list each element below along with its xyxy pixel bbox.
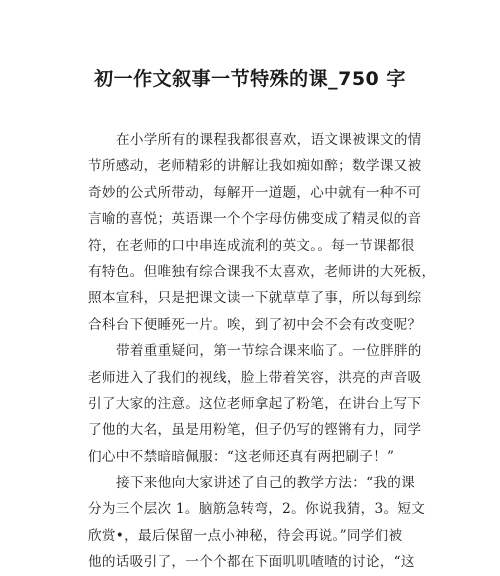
paragraph-line: 照本宣科，只是把课文读一下就草草了事，所以每到综 — [88, 290, 422, 307]
paragraph-line: 老师进入了我们的视线，脸上带着笑容，洪亮的声音吸 — [88, 369, 422, 386]
paragraph-line: 言喻的喜悦；英语课一个个字母仿佛变成了精灵似的音 — [88, 211, 422, 228]
paragraph-line: 在小学所有的课程我都很喜欢，语文课被课文的情 — [116, 132, 422, 148]
paragraph-line: 符，在老师的口中串连成流利的英文。。每一节课都很 — [88, 237, 415, 254]
paragraph-line: 了他的大名，虽是用粉笔，但子仍写的铿锵有力，同学 — [88, 422, 422, 439]
paragraph-line: 节所感动，老师精彩的讲解让我如痴如醉；数学课又被 — [88, 158, 422, 175]
paragraph-line: 们心中不禁暗暗佩服：“这老师还真有两把刷子！” — [88, 448, 395, 465]
paragraph-line: 带着重重疑问，第一节综合课来临了。一位胖胖的 — [116, 343, 422, 360]
paragraph-line: 分为三个层次 1。脑筋急转弯，2。你说我猜，3。短文 — [88, 501, 426, 518]
paragraph-line: 欣赏•，最后保留一点小神秘，待会再说。”同学们被 — [88, 527, 403, 544]
paragraph-line: 引了大家的注意。这位老师拿起了粉笔，在讲台上写下 — [88, 395, 422, 412]
document-body — [88, 127, 436, 576]
paragraph-line: 奇妙的公式所带动，每解开一道题，心中就有一种不可 — [88, 184, 422, 201]
paragraph-line: 合科台下便睡死一片。唉，到了初中会不会有改变呢？ — [88, 316, 422, 333]
document-title: 初一作文叙事一节特殊的课_750 字 — [94, 68, 406, 90]
paragraph-line: 接下来他向大家讲述了自己的教学方法：“我的课 — [116, 475, 416, 492]
paragraph-line: 他的话吸引了，一个个都在下面叽叽喳喳的讨论，“这 — [88, 554, 415, 571]
paragraph-line: 有特色。但唯独有综合课我不太喜欢，老师讲的大死板， — [88, 263, 436, 280]
